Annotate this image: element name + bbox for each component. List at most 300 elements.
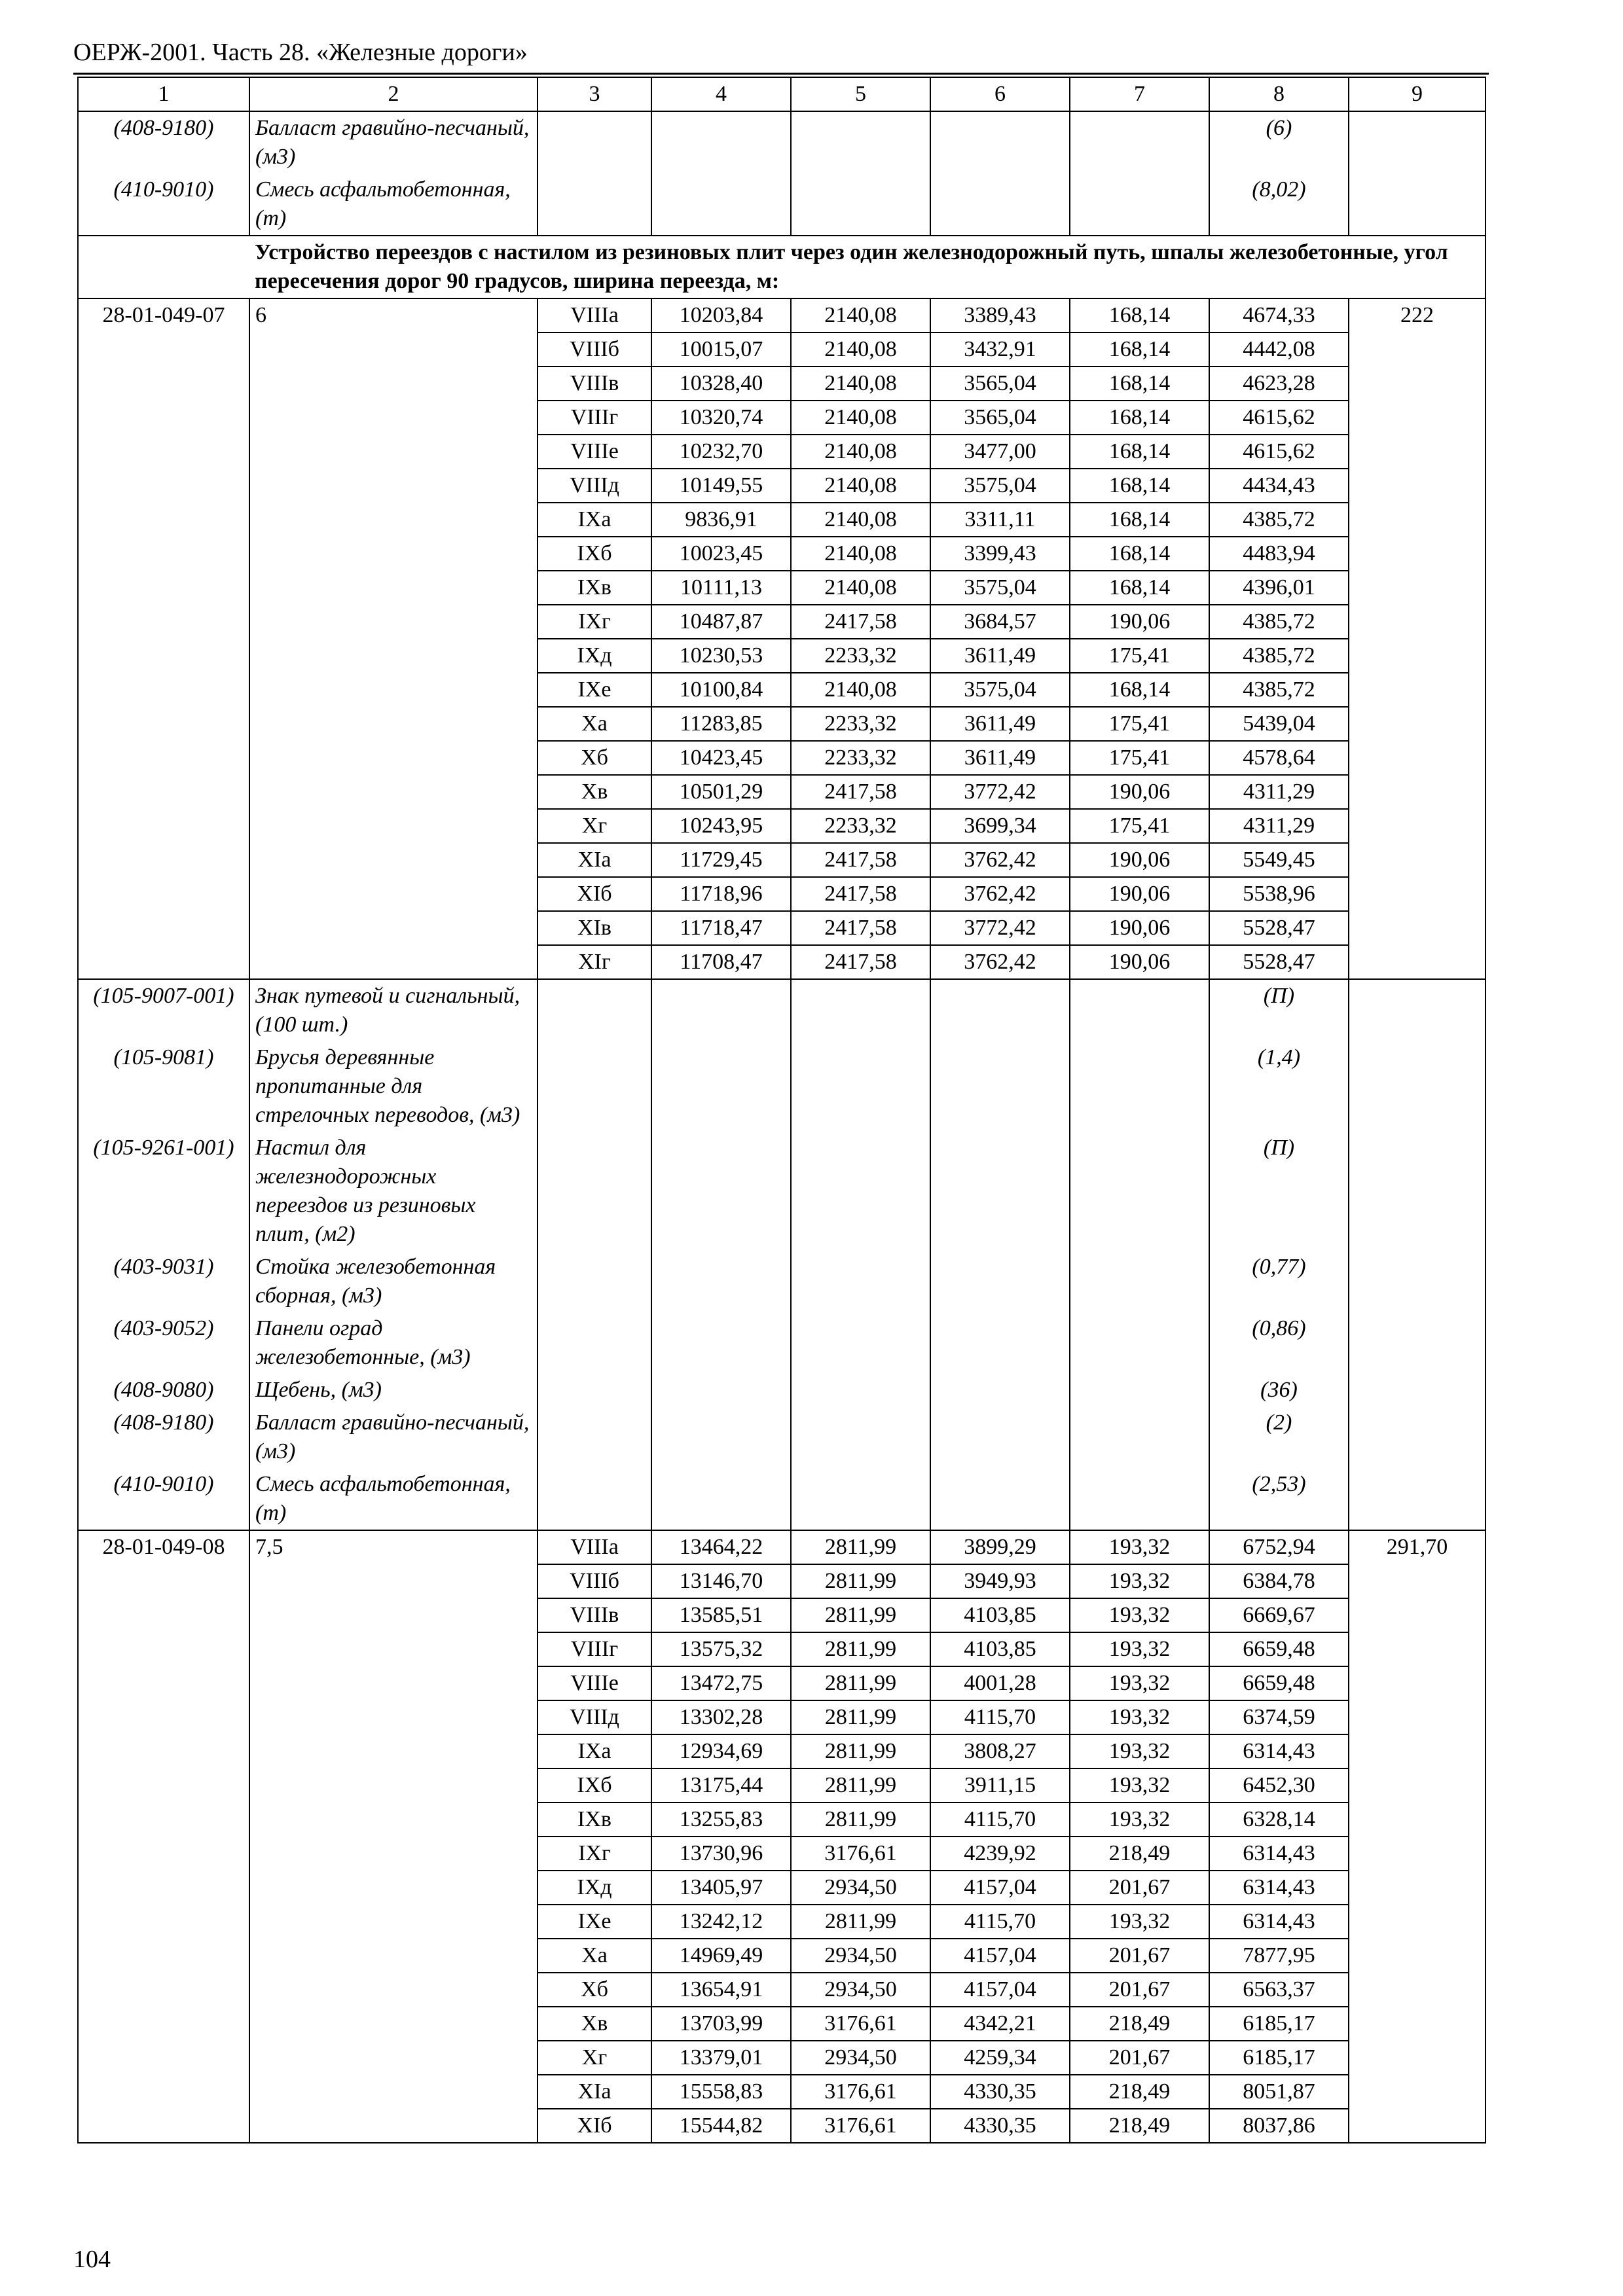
value-cell: 6328,14 xyxy=(1209,1803,1349,1837)
zone-cell: XIг xyxy=(538,945,651,979)
empty-cell xyxy=(791,111,930,173)
empty-cell xyxy=(1349,1407,1486,1468)
value-cell: 15544,82 xyxy=(651,2109,791,2143)
value-cell: 2140,08 xyxy=(791,571,930,605)
value-cell: 13575,32 xyxy=(651,1632,791,1666)
value-cell: 4103,85 xyxy=(930,1632,1070,1666)
empty-cell xyxy=(930,1407,1070,1468)
column-number-cell: 1 xyxy=(78,77,249,111)
resource-quantity: (6) xyxy=(1209,111,1349,173)
value-cell: 2811,99 xyxy=(791,1905,930,1939)
empty-cell xyxy=(1070,111,1209,173)
resource-name: Панели оград железобетонные, (м3) xyxy=(249,1312,538,1374)
value-cell: 5549,45 xyxy=(1209,843,1349,877)
zone-cell: XIб xyxy=(538,877,651,911)
value-cell: 3699,34 xyxy=(930,809,1070,843)
zone-cell: Xв xyxy=(538,2007,651,2041)
value-cell: 2417,58 xyxy=(791,843,930,877)
zone-cell: VIIIд xyxy=(538,1700,651,1734)
resource-name: Смесь асфальтобетонная, (т) xyxy=(249,1468,538,1530)
value-cell: 14969,49 xyxy=(651,1939,791,1973)
value-cell: 6659,48 xyxy=(1209,1666,1349,1700)
empty-cell xyxy=(651,979,791,1041)
value-cell: 5439,04 xyxy=(1209,707,1349,741)
empty-cell xyxy=(1349,1468,1486,1530)
table-row xyxy=(78,1530,1486,1564)
zone-cell: Xа xyxy=(538,1939,651,1973)
zone-cell: IXг xyxy=(538,1837,651,1871)
zone-cell: IXд xyxy=(538,639,651,673)
resource-quantity: (8,02) xyxy=(1209,173,1349,236)
zone-cell: Xа xyxy=(538,707,651,741)
value-cell: 193,32 xyxy=(1070,1632,1209,1666)
value-cell: 13405,97 xyxy=(651,1871,791,1905)
empty-cell xyxy=(1349,111,1486,173)
value-cell: 13379,01 xyxy=(651,2041,791,2075)
value-cell: 11729,45 xyxy=(651,843,791,877)
value-cell: 3575,04 xyxy=(930,673,1070,707)
zone-cell: Xг xyxy=(538,809,651,843)
value-cell: 6563,37 xyxy=(1209,1973,1349,2007)
value-cell: 193,32 xyxy=(1070,1803,1209,1837)
zone-cell: XIа xyxy=(538,843,651,877)
empty-cell xyxy=(930,173,1070,236)
value-cell: 201,67 xyxy=(1070,1939,1209,1973)
resource-name: Знак путевой и сигнальный, (100 шт.) xyxy=(249,979,538,1041)
resource-code: (403-9031) xyxy=(78,1251,249,1312)
value-cell: 3565,04 xyxy=(930,367,1070,401)
value-cell: 15558,83 xyxy=(651,2075,791,2109)
zone-cell: VIIIб xyxy=(538,332,651,367)
value-cell: 193,32 xyxy=(1070,1905,1209,1939)
value-cell: 4385,72 xyxy=(1209,639,1349,673)
value-cell: 2140,08 xyxy=(791,435,930,469)
value-cell: 3176,61 xyxy=(791,2075,930,2109)
value-cell: 2934,50 xyxy=(791,1939,930,1973)
norm-code: 28-01-049-08 xyxy=(78,1530,249,2143)
value-cell: 2417,58 xyxy=(791,877,930,911)
value-cell: 4674,33 xyxy=(1209,298,1349,332)
value-cell: 193,32 xyxy=(1070,1564,1209,1598)
value-cell: 2140,08 xyxy=(791,332,930,367)
column-number-cell: 2 xyxy=(249,77,538,111)
value-cell: 13654,91 xyxy=(651,1973,791,2007)
empty-cell xyxy=(1349,1251,1486,1312)
value-cell: 4342,21 xyxy=(930,2007,1070,2041)
value-cell: 2140,08 xyxy=(791,367,930,401)
value-cell: 3762,42 xyxy=(930,843,1070,877)
column-number-cell: 7 xyxy=(1070,77,1209,111)
column-number-cell: 4 xyxy=(651,77,791,111)
crossing-width: 6 xyxy=(249,298,538,979)
norms-table xyxy=(77,77,1486,2144)
value-cell: 10100,84 xyxy=(651,673,791,707)
zone-cell: IXе xyxy=(538,673,651,707)
empty-cell xyxy=(538,1132,651,1251)
zone-cell: VIIIб xyxy=(538,1564,651,1598)
value-cell: 2417,58 xyxy=(791,775,930,809)
value-cell: 3575,04 xyxy=(930,571,1070,605)
value-cell: 4330,35 xyxy=(930,2075,1070,2109)
empty-cell xyxy=(1070,1468,1209,1530)
empty-cell xyxy=(651,1041,791,1132)
empty-cell xyxy=(791,1041,930,1132)
value-cell: 2140,08 xyxy=(791,469,930,503)
value-cell: 6185,17 xyxy=(1209,2007,1349,2041)
value-cell: 2811,99 xyxy=(791,1598,930,1632)
value-cell: 10111,13 xyxy=(651,571,791,605)
value-cell: 190,06 xyxy=(1070,605,1209,639)
value-cell: 10203,84 xyxy=(651,298,791,332)
resource-code: (410-9010) xyxy=(78,173,249,236)
value-cell: 168,14 xyxy=(1070,401,1209,435)
value-cell: 9836,91 xyxy=(651,503,791,537)
norm-code: 28-01-049-07 xyxy=(78,298,249,979)
empty-cell xyxy=(930,1132,1070,1251)
empty-cell xyxy=(930,111,1070,173)
value-cell: 4259,34 xyxy=(930,2041,1070,2075)
resource-code: (105-9261-001) xyxy=(78,1132,249,1251)
value-cell: 2811,99 xyxy=(791,1564,930,1598)
column-number-row xyxy=(78,77,1486,111)
value-cell: 3311,11 xyxy=(930,503,1070,537)
value-cell: 5528,47 xyxy=(1209,945,1349,979)
resource-quantity: (1,4) xyxy=(1209,1041,1349,1132)
empty-cell xyxy=(538,173,651,236)
value-cell: 6314,43 xyxy=(1209,1871,1349,1905)
value-cell: 218,49 xyxy=(1070,2075,1209,2109)
value-cell: 2233,32 xyxy=(791,809,930,843)
value-cell: 8051,87 xyxy=(1209,2075,1349,2109)
value-cell: 168,14 xyxy=(1070,537,1209,571)
value-cell: 13242,12 xyxy=(651,1905,791,1939)
column-number-cell: 3 xyxy=(538,77,651,111)
value-cell: 193,32 xyxy=(1070,1768,1209,1803)
value-cell: 201,67 xyxy=(1070,1973,1209,2007)
zone-cell: IXв xyxy=(538,571,651,605)
value-cell: 168,14 xyxy=(1070,571,1209,605)
value-cell: 4385,72 xyxy=(1209,673,1349,707)
value-cell: 2140,08 xyxy=(791,298,930,332)
value-cell: 3772,42 xyxy=(930,911,1070,945)
value-cell: 168,14 xyxy=(1070,503,1209,537)
value-cell: 4311,29 xyxy=(1209,809,1349,843)
value-cell: 10015,07 xyxy=(651,332,791,367)
value-cell: 4157,04 xyxy=(930,1871,1070,1905)
empty-cell xyxy=(1349,1312,1486,1374)
zone-cell: VIIIг xyxy=(538,1632,651,1666)
value-cell: 168,14 xyxy=(1070,298,1209,332)
resource-row xyxy=(78,1041,1486,1132)
value-cell: 175,41 xyxy=(1070,707,1209,741)
zone-cell: IXб xyxy=(538,537,651,571)
value-cell: 2811,99 xyxy=(791,1632,930,1666)
value-cell: 4385,72 xyxy=(1209,605,1349,639)
empty-cell xyxy=(930,979,1070,1041)
empty-cell xyxy=(791,1132,930,1251)
empty-cell xyxy=(651,1251,791,1312)
value-cell: 2140,08 xyxy=(791,401,930,435)
value-cell: 2811,99 xyxy=(791,1530,930,1564)
resource-row xyxy=(78,1407,1486,1468)
value-cell: 5528,47 xyxy=(1209,911,1349,945)
zone-cell: VIIIв xyxy=(538,1598,651,1632)
zone-cell: Xб xyxy=(538,741,651,775)
empty-cell xyxy=(651,1312,791,1374)
value-cell: 190,06 xyxy=(1070,843,1209,877)
value-cell: 175,41 xyxy=(1070,639,1209,673)
column-9-value: 291,70 xyxy=(1349,1530,1486,2143)
value-cell: 2811,99 xyxy=(791,1803,930,1837)
value-cell: 6659,48 xyxy=(1209,1632,1349,1666)
value-cell: 2417,58 xyxy=(791,945,930,979)
value-cell: 4239,92 xyxy=(930,1837,1070,1871)
value-cell: 4578,64 xyxy=(1209,741,1349,775)
empty-cell xyxy=(791,173,930,236)
resource-row xyxy=(78,173,1486,236)
resource-code: (408-9080) xyxy=(78,1374,249,1407)
value-cell: 13585,51 xyxy=(651,1598,791,1632)
zone-cell: VIIIа xyxy=(538,298,651,332)
value-cell: 4442,08 xyxy=(1209,332,1349,367)
zone-cell: IXе xyxy=(538,1905,651,1939)
zone-cell: IXб xyxy=(538,1768,651,1803)
value-cell: 2417,58 xyxy=(791,911,930,945)
value-cell: 12934,69 xyxy=(651,1734,791,1768)
empty-cell xyxy=(78,236,249,298)
value-cell: 4385,72 xyxy=(1209,503,1349,537)
resource-quantity: (36) xyxy=(1209,1374,1349,1407)
column-9-value: 222 xyxy=(1349,298,1486,979)
empty-cell xyxy=(1349,1041,1486,1132)
value-cell: 2934,50 xyxy=(791,2041,930,2075)
value-cell: 168,14 xyxy=(1070,469,1209,503)
value-cell: 3762,42 xyxy=(930,945,1070,979)
resource-name: Балласт гравийно-песчаный, (м3) xyxy=(249,111,538,173)
value-cell: 190,06 xyxy=(1070,877,1209,911)
zone-cell: VIIIа xyxy=(538,1530,651,1564)
value-cell: 3899,29 xyxy=(930,1530,1070,1564)
empty-cell xyxy=(791,1374,930,1407)
resource-row xyxy=(78,1312,1486,1374)
empty-cell xyxy=(651,1407,791,1468)
resource-name: Брусья деревянные пропитанные для стрелочных переводов, (м3) xyxy=(249,1041,538,1132)
resource-row xyxy=(78,1132,1486,1251)
value-cell: 10328,40 xyxy=(651,367,791,401)
value-cell: 2811,99 xyxy=(791,1734,930,1768)
resource-name: Стойка железобетонная сборная, (м3) xyxy=(249,1251,538,1312)
value-cell: 6185,17 xyxy=(1209,2041,1349,2075)
empty-cell xyxy=(1349,1374,1486,1407)
value-cell: 3399,43 xyxy=(930,537,1070,571)
resource-row xyxy=(78,111,1486,173)
value-cell: 10320,74 xyxy=(651,401,791,435)
value-cell: 11718,96 xyxy=(651,877,791,911)
value-cell: 2140,08 xyxy=(791,537,930,571)
zone-cell: IXд xyxy=(538,1871,651,1905)
value-cell: 3611,49 xyxy=(930,741,1070,775)
value-cell: 3684,57 xyxy=(930,605,1070,639)
empty-cell xyxy=(930,1468,1070,1530)
value-cell: 201,67 xyxy=(1070,2041,1209,2075)
table-row xyxy=(78,298,1486,332)
value-cell: 4330,35 xyxy=(930,2109,1070,2143)
resource-name: Настил для железнодорожных переездов из резиновых плит, (м2) xyxy=(249,1132,538,1251)
empty-cell xyxy=(930,1041,1070,1132)
value-cell: 10501,29 xyxy=(651,775,791,809)
value-cell: 5538,96 xyxy=(1209,877,1349,911)
empty-cell xyxy=(538,1374,651,1407)
value-cell: 2233,32 xyxy=(791,639,930,673)
value-cell: 193,32 xyxy=(1070,1734,1209,1768)
column-number-cell: 5 xyxy=(791,77,930,111)
empty-cell xyxy=(930,1251,1070,1312)
value-cell: 4311,29 xyxy=(1209,775,1349,809)
empty-cell xyxy=(538,1312,651,1374)
value-cell: 4615,62 xyxy=(1209,401,1349,435)
value-cell: 3808,27 xyxy=(930,1734,1070,1768)
resource-row xyxy=(78,1468,1486,1530)
zone-cell: IXа xyxy=(538,503,651,537)
zone-cell: IXв xyxy=(538,1803,651,1837)
value-cell: 6314,43 xyxy=(1209,1837,1349,1871)
empty-cell xyxy=(651,1374,791,1407)
empty-cell xyxy=(1070,173,1209,236)
value-cell: 3176,61 xyxy=(791,1837,930,1871)
resource-row xyxy=(78,1374,1486,1407)
empty-cell xyxy=(791,1407,930,1468)
value-cell: 175,41 xyxy=(1070,741,1209,775)
page-number: 104 xyxy=(73,2246,111,2273)
value-cell: 218,49 xyxy=(1070,2109,1209,2143)
value-cell: 218,49 xyxy=(1070,2007,1209,2041)
value-cell: 2811,99 xyxy=(791,1768,930,1803)
empty-cell xyxy=(651,1468,791,1530)
zone-cell: VIIIе xyxy=(538,435,651,469)
empty-cell xyxy=(1070,1251,1209,1312)
value-cell: 2233,32 xyxy=(791,707,930,741)
resource-row xyxy=(78,1251,1486,1312)
empty-cell xyxy=(1349,1132,1486,1251)
value-cell: 2140,08 xyxy=(791,673,930,707)
empty-cell xyxy=(791,1468,930,1530)
resource-code: (410-9010) xyxy=(78,1468,249,1530)
value-cell: 175,41 xyxy=(1070,809,1209,843)
empty-cell xyxy=(1070,1312,1209,1374)
value-cell: 2934,50 xyxy=(791,1871,930,1905)
value-cell: 3575,04 xyxy=(930,469,1070,503)
value-cell: 13472,75 xyxy=(651,1666,791,1700)
value-cell: 4615,62 xyxy=(1209,435,1349,469)
value-cell: 13146,70 xyxy=(651,1564,791,1598)
value-cell: 4103,85 xyxy=(930,1598,1070,1632)
empty-cell xyxy=(1070,1374,1209,1407)
value-cell: 190,06 xyxy=(1070,775,1209,809)
value-cell: 193,32 xyxy=(1070,1666,1209,1700)
value-cell: 4157,04 xyxy=(930,1939,1070,1973)
value-cell: 2934,50 xyxy=(791,1973,930,2007)
section-title-row xyxy=(78,236,1486,298)
value-cell: 3762,42 xyxy=(930,877,1070,911)
resource-quantity: (0,77) xyxy=(1209,1251,1349,1312)
value-cell: 7877,95 xyxy=(1209,1939,1349,1973)
value-cell: 4434,43 xyxy=(1209,469,1349,503)
value-cell: 168,14 xyxy=(1070,435,1209,469)
resource-code: (408-9180) xyxy=(78,111,249,173)
zone-cell: Xв xyxy=(538,775,651,809)
empty-cell xyxy=(538,1251,651,1312)
value-cell: 13302,28 xyxy=(651,1700,791,1734)
value-cell: 2417,58 xyxy=(791,605,930,639)
resource-code: (105-9007-001) xyxy=(78,979,249,1041)
value-cell: 13175,44 xyxy=(651,1768,791,1803)
zone-cell: Xб xyxy=(538,1973,651,2007)
column-number-cell: 6 xyxy=(930,77,1070,111)
value-cell: 3176,61 xyxy=(791,2007,930,2041)
empty-cell xyxy=(930,1374,1070,1407)
zone-cell: IXг xyxy=(538,605,651,639)
value-cell: 3611,49 xyxy=(930,639,1070,673)
value-cell: 2811,99 xyxy=(791,1700,930,1734)
value-cell: 10230,53 xyxy=(651,639,791,673)
value-cell: 3176,61 xyxy=(791,2109,930,2143)
value-cell: 201,67 xyxy=(1070,1871,1209,1905)
value-cell: 10423,45 xyxy=(651,741,791,775)
resource-name: Щебень, (м3) xyxy=(249,1374,538,1407)
value-cell: 6752,94 xyxy=(1209,1530,1349,1564)
value-cell: 4115,70 xyxy=(930,1803,1070,1837)
value-cell: 168,14 xyxy=(1070,332,1209,367)
value-cell: 193,32 xyxy=(1070,1598,1209,1632)
value-cell: 6314,43 xyxy=(1209,1734,1349,1768)
empty-cell xyxy=(538,979,651,1041)
empty-cell xyxy=(1070,1041,1209,1132)
resource-code: (403-9052) xyxy=(78,1312,249,1374)
value-cell: 10243,95 xyxy=(651,809,791,843)
resource-name: Балласт гравийно-песчаный, (м3) xyxy=(249,1407,538,1468)
value-cell: 3565,04 xyxy=(930,401,1070,435)
empty-cell xyxy=(1070,1132,1209,1251)
empty-cell xyxy=(1070,979,1209,1041)
value-cell: 168,14 xyxy=(1070,673,1209,707)
value-cell: 4157,04 xyxy=(930,1973,1070,2007)
empty-cell xyxy=(1349,173,1486,236)
value-cell: 8037,86 xyxy=(1209,2109,1349,2143)
value-cell: 13730,96 xyxy=(651,1837,791,1871)
value-cell: 3389,43 xyxy=(930,298,1070,332)
column-number-cell: 9 xyxy=(1349,77,1486,111)
empty-cell xyxy=(1349,979,1486,1041)
empty-cell xyxy=(1070,1407,1209,1468)
zone-cell: Xг xyxy=(538,2041,651,2075)
value-cell: 11708,47 xyxy=(651,945,791,979)
empty-cell xyxy=(538,111,651,173)
zone-cell: IXа xyxy=(538,1734,651,1768)
crossing-width: 7,5 xyxy=(249,1530,538,2143)
value-cell: 2233,32 xyxy=(791,741,930,775)
header-rule xyxy=(73,73,1489,75)
value-cell: 10149,55 xyxy=(651,469,791,503)
resource-code: (105-9081) xyxy=(78,1041,249,1132)
value-cell: 6669,67 xyxy=(1209,1598,1349,1632)
resource-name: Смесь асфальтобетонная, (т) xyxy=(249,173,538,236)
value-cell: 2140,08 xyxy=(791,503,930,537)
empty-cell xyxy=(651,111,791,173)
resource-row xyxy=(78,979,1486,1041)
value-cell: 4001,28 xyxy=(930,1666,1070,1700)
resource-quantity: (2,53) xyxy=(1209,1468,1349,1530)
empty-cell xyxy=(791,1251,930,1312)
